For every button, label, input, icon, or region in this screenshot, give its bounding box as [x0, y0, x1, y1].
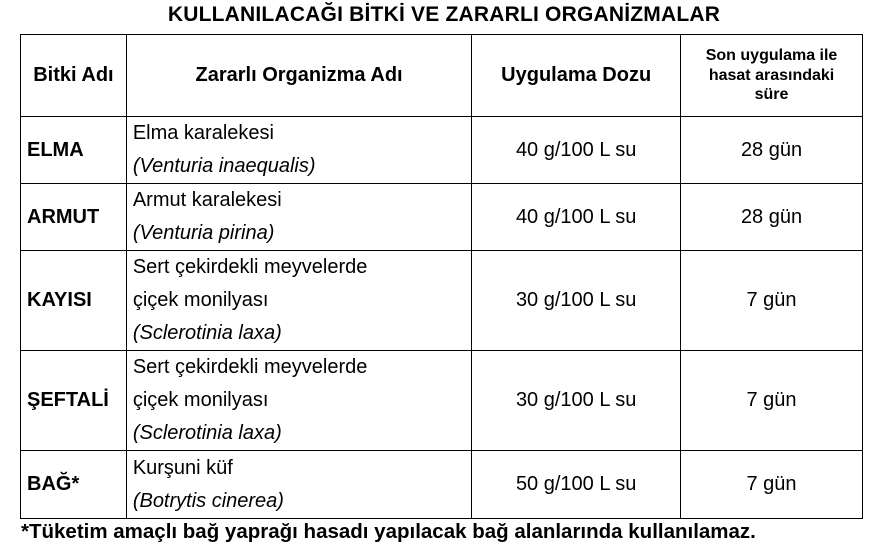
pest-cell — [126, 184, 471, 251]
pest-common-name: çiçek monilyası — [132, 289, 269, 311]
dose-value: 40 g/100 L su — [472, 184, 681, 251]
interval-value: 28 gün — [681, 117, 863, 184]
table-title: KULLANILACAĞI BİTKİ VE ZARARLI ORGANİZMALAR — [167, 3, 721, 26]
table-header-row — [21, 35, 863, 117]
header-interval-line: Son uygulama ile — [705, 47, 838, 65]
crop-name: ARMUT — [21, 184, 127, 251]
dose-value: 50 g/100 L su — [472, 451, 681, 519]
pest-scientific-name: (Venturia pirina) — [132, 222, 275, 244]
pest-cell — [126, 351, 471, 451]
table-row — [21, 451, 863, 519]
pest-common-name: çiçek monilyası — [132, 389, 269, 411]
table-row — [21, 251, 863, 351]
pesticide-table — [20, 34, 863, 519]
table-row — [21, 351, 863, 451]
table-row — [21, 117, 863, 184]
crop-name: BAĞ* — [21, 451, 127, 519]
crop-name: KAYISI — [21, 251, 127, 351]
pest-common-name: Sert çekirdekli meyvelerde — [132, 356, 368, 378]
pest-cell — [126, 117, 471, 184]
pest-common-name: Elma karalekesi — [132, 122, 274, 144]
pest-cell — [126, 451, 471, 519]
crop-name: ŞEFTALİ — [21, 351, 127, 451]
interval-value: 7 gün — [681, 451, 863, 519]
pest-scientific-name: (Sclerotinia laxa) — [132, 322, 282, 344]
pest-cell — [126, 251, 471, 351]
header-pest: Zararlı Organizma Adı — [126, 35, 471, 117]
pest-common-name: Kurşuni küf — [132, 456, 233, 479]
interval-value: 7 gün — [681, 251, 863, 351]
dose-value: 40 g/100 L su — [472, 117, 681, 184]
pest-scientific-name: (Sclerotinia laxa) — [132, 422, 282, 444]
header-crop: Bitki Adı — [21, 35, 127, 117]
footnote: *Tüketim amaçlı bağ yaprağı hasadı yapılacak bağ alanlarında kullanılamaz. — [21, 520, 756, 543]
header-interval-line: hasat arasındaki — [708, 66, 835, 84]
dose-value: 30 g/100 L su — [472, 351, 681, 451]
header-dose: Uygulama Dozu — [472, 35, 681, 117]
crop-name: ELMA — [21, 117, 127, 184]
interval-value: 7 gün — [681, 351, 863, 451]
pest-common-name: Sert çekirdekli meyvelerde — [132, 256, 368, 278]
header-interval-line: süre — [754, 86, 789, 104]
header-interval — [681, 35, 863, 117]
pest-scientific-name: (Venturia inaequalis) — [132, 155, 316, 177]
table-row — [21, 184, 863, 251]
interval-value: 28 gün — [681, 184, 863, 251]
pest-scientific-name: (Botrytis cinerea) — [132, 489, 284, 512]
pest-common-name: Armut karalekesi — [132, 189, 282, 211]
dose-value: 30 g/100 L su — [472, 251, 681, 351]
